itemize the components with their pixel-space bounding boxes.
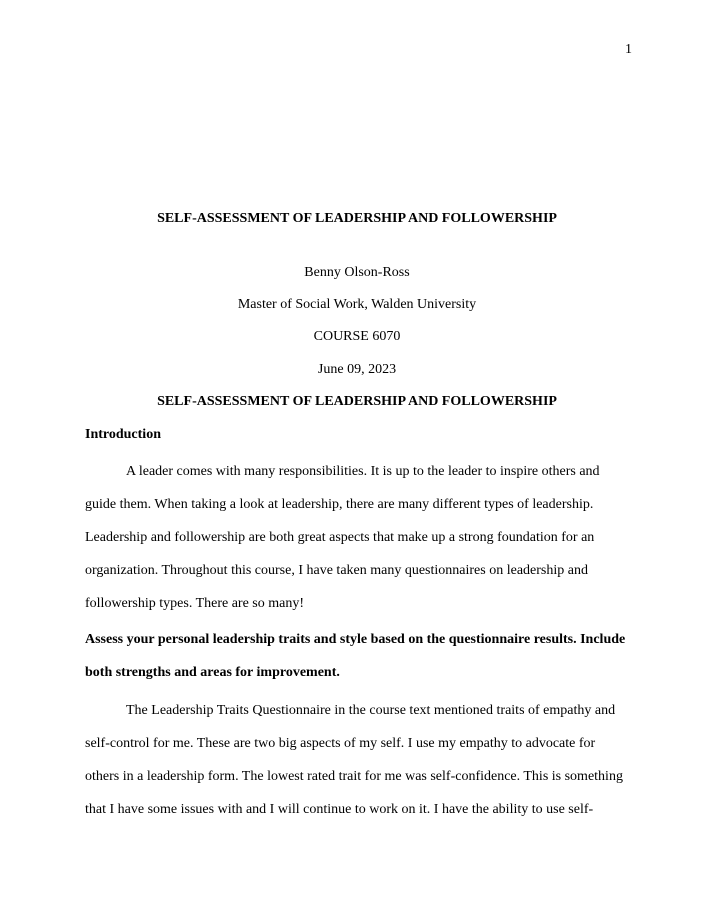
document-date: June 09, 2023 — [317, 362, 397, 377]
heading-line: Assess your personal leadership traits and style based on the questionnaire results. Include — [85, 632, 626, 647]
paragraph-line: self-control for me. These are two big aspects of my self. I use my empathy to advocate for — [85, 736, 596, 751]
course-name: COURSE 6070 — [313, 329, 401, 344]
document-title: SELF-ASSESSMENT OF LEADERSHIP AND FOLLOWERSHIP — [157, 211, 557, 226]
paragraph-line: followership types. There are so many! — [85, 596, 305, 611]
paragraph-line: Leadership and followership are both great aspects that make up a strong foundation for an — [85, 530, 595, 545]
paragraph-line: A leader comes with many responsibilities. It is up to the leader to inspire others and — [126, 464, 600, 479]
author-affiliation: Master of Social Work, Walden University — [237, 297, 477, 312]
body-title: SELF-ASSESSMENT OF LEADERSHIP AND FOLLOWERSHIP — [157, 394, 557, 409]
heading-line: Introduction — [85, 427, 161, 442]
heading-line: both strengths and areas for improvement. — [85, 665, 340, 680]
paragraph-line: that I have some issues with and I will continue to work on it. I have the ability to use self- — [85, 802, 594, 817]
paragraph-line: The Leadership Traits Questionnaire in the course text mentioned traits of empathy and — [126, 703, 616, 718]
page-number: 1 — [625, 42, 632, 57]
paragraph-line: guide them. When taking a look at leadership, there are many different types of leadership. — [85, 497, 594, 512]
paragraph-line: others in a leadership form. The lowest rated trait for me was self-confidence. This is something — [85, 769, 623, 784]
author-name: Benny Olson-Ross — [304, 265, 410, 280]
paragraph-line: organization. Throughout this course, I have taken many questionnaires on leadership and — [85, 563, 588, 578]
